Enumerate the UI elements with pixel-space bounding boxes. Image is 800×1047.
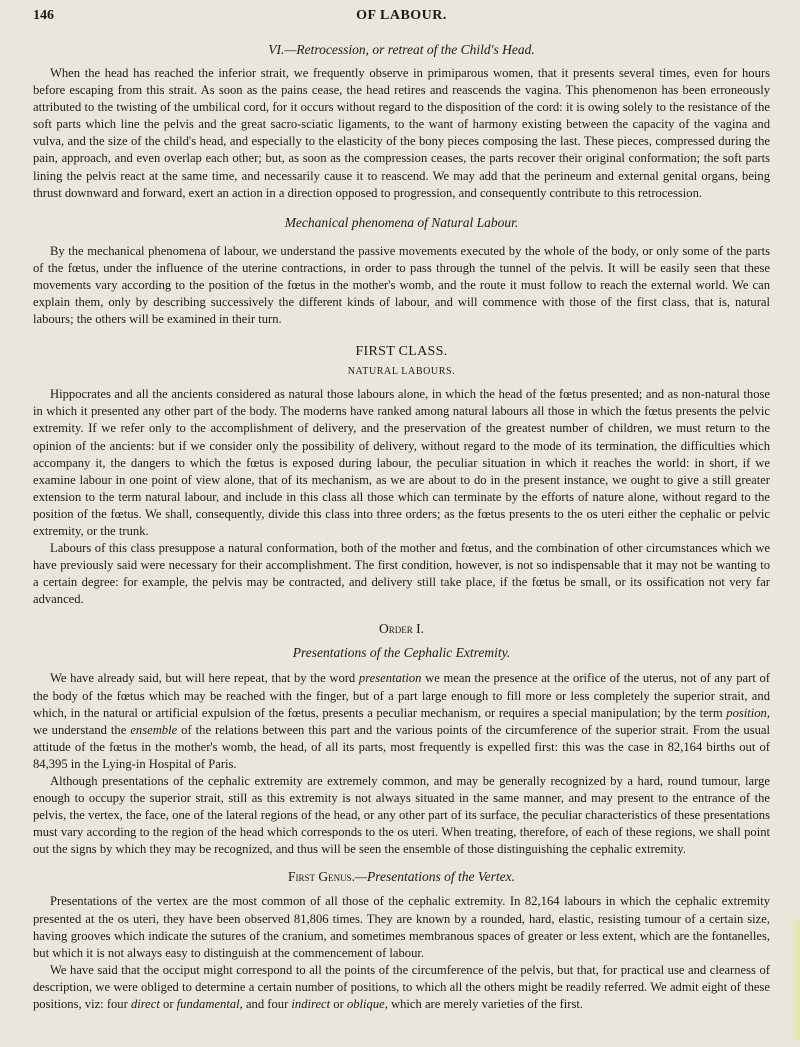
first-genus-heading: First Genus.—Presentations of the Vertex. bbox=[288, 869, 515, 885]
natural-labours-subheading: NATURAL LABOURS. bbox=[347, 366, 456, 378]
page-edge-stain bbox=[790, 920, 800, 1040]
first-genus-paragraph-1: Presentations of the vertex are the most common of all those of the cephalic extremity. In 82,164 labours in which the cephalic extremity presented at the os uteri, they have been observed 81,806 times. They are known by a rounded, hard, elastic, resisting tumour of a certain size, having grooves which indicate the sutures of the cranium, and sometimes membranous spaces of greater or less extent, which are the fontanelles, but which it is not always easy to distinguish at the commencement of labour. bbox=[33, 894, 770, 960]
mechanical-heading: Mechanical phenomena of Natural Labour. bbox=[284, 214, 519, 230]
first-class-heading: FIRST CLASS. bbox=[355, 344, 448, 360]
order-i-subheading: Presentations of the Cephalic Extremity. bbox=[292, 645, 511, 661]
page-number: 146 bbox=[33, 8, 54, 23]
running-head bbox=[33, 6, 770, 28]
first-class-paragraph-2: Labours of this class presuppose a natural conformation, both of the mother and fœtus, and the combination of other circumstances which we have previously said were necessary for their accomplishment. The first condition, however, is not so indispensable that it may not be wanting to a certain degree: for example, the pelvis may be contracted, and delivery still take place, if the fœtus be small, or its ossification not very far advanced. bbox=[33, 541, 770, 607]
first-genus-paragraph-2: We have said that the occiput might correspond to all the points of the circumference of the pelvis, but that, for practical use and clearness of description, we were obliged to determine a certain number of positions, to which all the others might be readily referred. We admit eight of these positions, viz: four direct or fundamental, and four indirect or oblique, which are merely varieties of the first. bbox=[33, 962, 770, 1012]
order-i-paragraph-1: We have already said, but will here repeat, that by the word presentation we mean the presence at the orifice of the uterus, not of any part of the body of the fœtus which may be reached with the finger, but of a part large enough to fill more or less completely the superior strait, and which, in the natural or artificial expulsion of the fœtus, presents a peculiar mechanism, or requires a special manipulation; by the term position, we understand the ensemble of the relations between this part and the various points of the circumference of the superior strait. From the usual attitude of the fœtus in the mother's womb, the head, of all its parts, most frequently is expelled first: this was the case in 82,164 births out of 84,395 in the Lying-in Hospital of Paris. bbox=[33, 671, 770, 771]
running-title: OF LABOUR. bbox=[356, 8, 447, 23]
first-class-paragraph-1: Hippocrates and all the ancients considered as natural those labours alone, in which the head of the fœtus presented; and as non-natural those in which it presented any other part of the body. The moderns have ranked among natural labours all those in which the fœtus presents the pelvic extremity. If we refer only to the accomplishment of delivery, and the preservation of the greatest number of children, we must return to the opinion of the ancients: but if we consider only the possibility of delivery, without regard to the mode of its termination, the difficulties which accompany it, the dangers to which the fœtus is exposed during labour, the peculiar situation in which it reaches the world: in short, if we examine labour in one point of view alone, that of its mechanism, as we are about to do in the present instance, we ought to give a still greater extension to the term natural labour, and include in this class all those which can terminate by the efforts of nature alone, without regard to the position of the fœtus. We shall, consequently, divide this class into three orders; as the fœtus presents to the os uteri either the cephalic or pelvic extremity, or the trunk. bbox=[33, 387, 770, 538]
section-vi-paragraph: When the head has reached the inferior strait, we frequently observe in primiparous women, that it presents several times, even for hours before escaping from this strait. As soon as the pains cease, the head retires and reascends the vagina. This phenomenon has been erroneously attributed to the twisting of the umbilical cord, for it occurs without regard to the disposition of the cord: it is owing solely to the resistance of the soft parts which line the pelvis and the great sacro-sciatic ligaments, to the want of harmony existing between the capacity of the vagina and vulva, and the size of the child's head, and especially to the elasticity of the bony pieces composing the last. These pieces, compressed during the pain, approach, and even overlap each other; but, as soon as the compression ceases, the parts recover their original conformation; the soft parts lining the pelvis react at the same time, and necessarily cause it to reascend. We may add that the perineum and external genital organs, being thrust downward and forward, exert an action in a direction opposed to progression, and consequently contribute to this retrocession. bbox=[33, 66, 770, 200]
mechanical-paragraph: By the mechanical phenomena of labour, we understand the passive movements executed by the whole of the body, or only some of the parts of the fœtus, under the influence of the uterine contractions, in order to pass through the tunnel of the pelvis. It will be easily seen that these movements vary according to the position of the fœtus in the mother's womb, and the route it must follow to reach the external world. We can explain them, only by describing successively the different kinds of labour, and will commence with those of the first class, that is, natural labours; the others will be examined in their turn. bbox=[33, 243, 770, 327]
section-vi-heading: VI.—Retrocession, or retreat of the Child's Head. bbox=[268, 42, 535, 57]
order-i-heading: Order I. bbox=[379, 621, 424, 637]
order-i-paragraph-2: Although presentations of the cephalic extremity are extremely common, and may be generally recognized by a hard, round tumour, large enough to occupy the superior strait, still as this extremity is not always situated in the same manner, and may present to the entrance of the pelvis, the vertex, the face, one of the lateral regions of the head, or any other part of its surface, the peculiar characteristics of these presentations must vary according to the region of the head which corresponds to the os uteri. When treating, therefore, of each of these regions, we shall point out the signs by which they may be recognized, and thus will be seen the ensemble of those distinguishing the cephalic extremity. bbox=[33, 774, 770, 857]
